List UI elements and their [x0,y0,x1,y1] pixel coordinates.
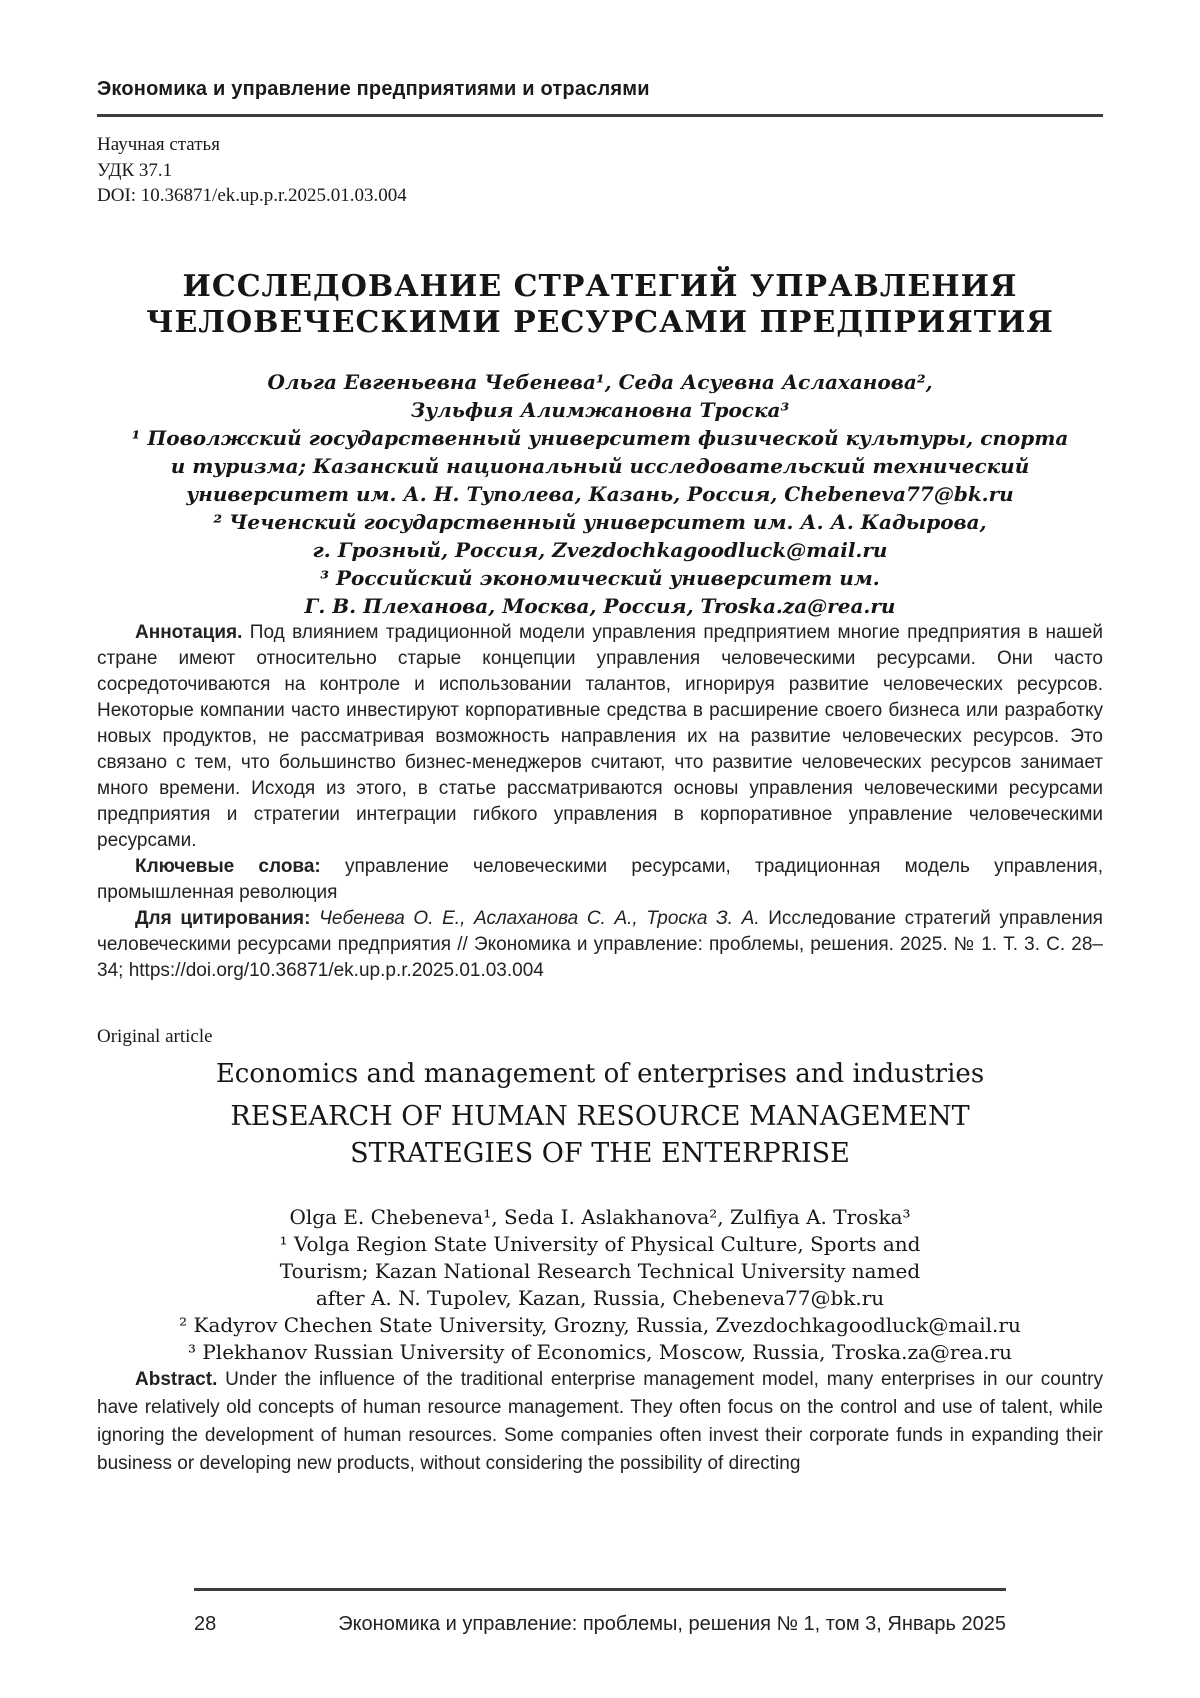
article-title-en: RESEARCH OF HUMAN RESOURCE MANAGEMENT STRATEGIES OF THE ENTERPRISE [230,1100,970,1169]
abstract-ru [97,620,1103,854]
author-affiliation-line-ru: ² Чеченский государственный университет им. А. А. Кадырова, [213,509,987,534]
author-affiliation-line-en: after A. N. Tupolev, Kazan, Russia, Chebeneva77@bk.ru [315,1285,885,1310]
page-footer [194,1588,1006,1636]
author-affiliation-line-en: Tourism; Kazan National Research Technical University named [279,1258,921,1283]
doi-number: DOI: 10.36871/ek.up.p.r.2025.01.03.004 [97,185,407,206]
keywords-text-ru: управление человеческими ресурсами, традиционная модель управления, промышленная революция [97,855,1103,903]
keywords-label-ru: Ключевые слова: [135,855,321,877]
citation-text-ru: Исследование стратегий управления человеческими ресурсами предприятия // Экономика и управление: проблемы, решения. 2025. № 1. Т. 3. С. 28–34; https://doi.org/10.36871/ek.up.p.r.2025.01.03.004 [97,907,1103,981]
abstract-label-ru: Аннотация. [135,621,243,643]
journal-issue-info: Экономика и управление: проблемы, решения № 1, том 3, Январь 2025 [338,1613,1006,1635]
citation-label-ru: Для цитирования: [135,907,311,929]
authors-affiliations-en [97,1204,1103,1366]
authors-affiliations-ru [97,368,1103,620]
author-affiliation-line-ru: Г. В. Плеханова, Москва, Россия, Troska.za@rea.ru [304,593,896,618]
author-affiliation-line-en: ³ Plekhanov Russian University of Economics, Moscow, Russia, Troska.za@rea.ru [187,1339,1013,1364]
journal-section-header: Экономика и управление предприятиями и отраслями [97,78,650,100]
author-affiliation-line-en: ¹ Volga Region State University of Physical Culture, Sports and [279,1231,921,1256]
article-type-ru: Научная статья [97,134,220,155]
udc-number: УДК 37.1 [97,159,173,181]
author-affiliation-line-ru: и туризма; Казанский национальный исследовательский технический [170,453,1030,478]
article-type-en: Original article [97,1025,213,1047]
citation-authors-ru: Чебенева О. Е., Аслаханова С. А., Троска З. А. [310,907,760,929]
author-affiliation-line-ru: университет им. А. Н. Туполева, Казань, Россия, Chebeneva77@bk.ru [186,481,1014,506]
author-affiliation-line-ru: г. Грозный, Россия, Zvezdochkagoodluck@mail.ru [312,537,888,562]
footer-divider [194,1588,1006,1591]
journal-section-header-en: Economics and management of enterprises and industries [215,1058,985,1089]
abstract-text-ru: Под влиянием традиционной модели управления предприятием многие предприятия в нашей стране имеют относительно старые концепции управления человеческими ресурсами. Они часто сосредоточиваются на контроле и использовании талантов, игнорируя развитие человеческих ресурсов. Некоторые компании часто инвестируют корпоративные средства в расширение своего бизнеса или разработку новых продуктов, не рассматривая возможность направления их на развитие человеческих ресурсов. Это связано с тем, что большинство бизнес-менеджеров считают, что развитие человеческих ресурсов занимает много времени. Исходя из этого, в статье рассматриваются основы управления человеческими ресурсами предприятия и стратегии интеграции гибкого управления в корпоративное управление человеческими ресурсами. [97,621,1103,851]
page-number: 28 [194,1613,217,1635]
author-affiliation-line-en: ² Kadyrov Chechen State University, Grozny, Russia, Zvezdochkagoodluck@mail.ru [179,1312,1021,1337]
author-affiliation-line-ru: Зульфия Алимжановна Троска³ [410,397,790,422]
author-affiliation-line-ru: ³ Российский экономический университет им. [320,565,880,590]
abstract-label-en: Abstract. [135,1368,218,1390]
abstract-text-en: Under the influence of the traditional enterprise management model, many enterprises in our country have relatively old concepts of human resource management. They often focus on the control and use of talent, while ignoring the development of human resources. Some companies often invest their corporate funds in expanding their business or developing new products, without considering the possibility of directing [97,1368,1103,1474]
abstract-en [97,1366,1103,1478]
footer-row [194,1613,1006,1636]
article-meta [97,132,1103,209]
keywords-ru [97,854,1103,906]
header-divider [97,114,1103,117]
author-affiliation-line-ru: Ольга Евгеньевна Чебенева¹, Седа Асуевна Аслаханова², [267,369,933,394]
author-affiliation-line-ru: ¹ Поволжский государственный университет физической культуры, спорта [131,425,1069,450]
citation-ru [97,906,1103,984]
author-affiliation-line-en: Olga E. Chebeneva¹, Seda I. Aslakhanova², Zulfiya A. Troska³ [289,1204,911,1229]
journal-page [97,0,1103,1698]
article-title-ru: ИССЛЕДОВАНИЕ СТРАТЕГИЙ УПРАВЛЕНИЯ ЧЕЛОВЕЧЕСКИМИ РЕСУРСАМИ ПРЕДПРИЯТИЯ [146,268,1054,340]
